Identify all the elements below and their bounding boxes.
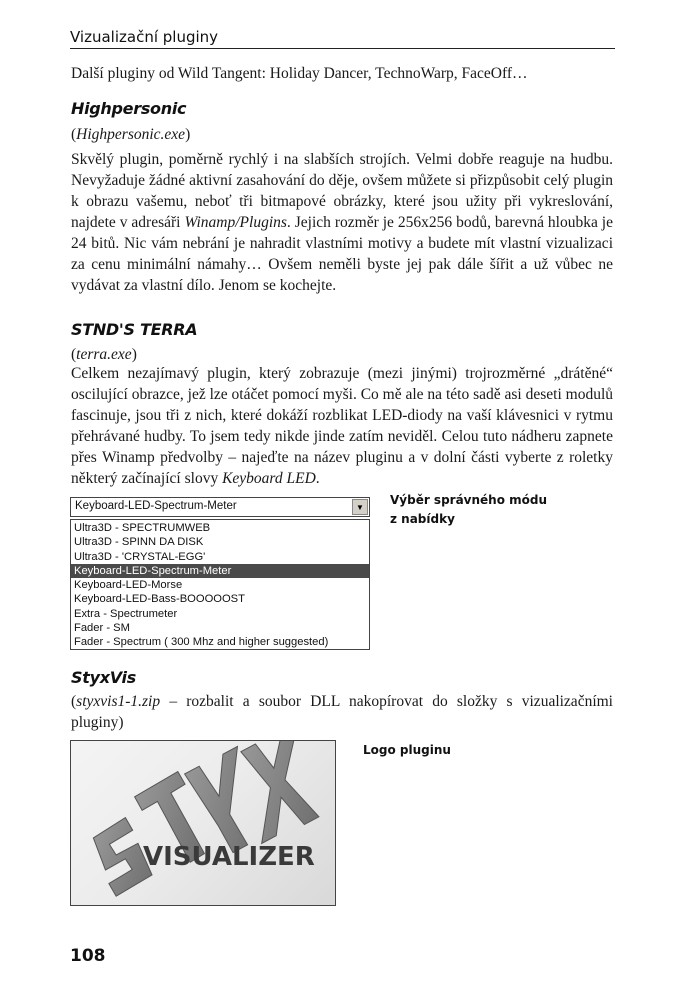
paragraph-highpersonic: Skvělý plugin, poměrně rychlý i na slabších strojích. Velmi dobře reaguje na hudbu. Nevyžaduje žádné aktivní zasahování do děje, ovšem můžete si přizpůsobit celý plugin k obrazu vašemu, neboť tři bitmapové obrázky, které jsou užity při vykreslování, najdete v adresáři Winamp/Plugins. Jejich rozměr je 256x256 bodů, barevná hloubka je 24 bitů. Nic vám nebrání je nahradit vlastními motivy a budete mít vlastní vizualizaci za cenu minimální námahy… Ovšem neměli byste jej pak dále šířit a už vůbec ne vydávat za vlastní dílo. Jenom se kochejte. — [71, 151, 613, 294]
paragraph-terra: Celkem nezajímavý plugin, který zobrazuje (mezi jinými) trojrozměrné „drátěné“ oscilující obrazce, jež lze otáčet pomocí myši. Co mě ale na této sadě asi deseti modulů fascinuje, jsou tři z nich, které dokáží rozblikat LED-diody na vaší klávesnici v rytmu přehrávané hudby. To jsem tedy nikde jinde zatím neviděl. Celou tuto nádheru zapnete přes Winamp předvolby – najeďte na název pluginu a v dolní části vyberte z roletky některý začínající slovy Keyboard LED. — [71, 365, 613, 487]
dropdown-option[interactable]: Keyboard-LED-Bass-BOOOOOST — [74, 593, 245, 606]
dropdown-option[interactable]: Fader - Spectrum ( 300 Mhz and higher suggested) — [74, 636, 329, 649]
keyboard-led-keyword: Keyboard LED — [222, 470, 316, 487]
dropdown-option[interactable]: Keyboard-LED-Spectrum-Meter — [71, 564, 369, 578]
dropdown-option[interactable]: Fader - SM — [74, 622, 130, 635]
heading-styxvis: StyxVis — [71, 668, 136, 687]
running-head: Vizualizační pluginy — [70, 28, 219, 46]
file-terra: (terra.exe) — [71, 346, 137, 363]
dropdown-select[interactable] — [70, 497, 370, 517]
styxvis-logo-image — [70, 740, 336, 906]
dropdown-option[interactable]: Keyboard-LED-Morse — [74, 579, 183, 592]
dropdown-options-list — [70, 519, 370, 650]
styx-logo-icon — [71, 741, 335, 905]
dropdown-option[interactable]: Ultra3D - 'CRYSTAL-EGG' — [74, 550, 206, 563]
file-highpersonic: (Highpersonic.exe) — [71, 126, 191, 143]
dropdown-option[interactable]: Ultra3D - SPINN DA DISK — [74, 536, 204, 549]
chevron-down-icon[interactable]: ▼ — [352, 499, 368, 515]
page-number: 108 — [70, 946, 106, 966]
logo-caption: Logo pluginu — [363, 743, 451, 757]
dropdown-option[interactable]: Ultra3D - SPECTRUMWEB — [74, 522, 211, 534]
filename-terra: terra.exe — [76, 346, 132, 363]
plugins-path: Winamp/Plugins — [184, 214, 287, 231]
heading-highpersonic: Highpersonic — [71, 99, 187, 118]
header-rule — [70, 48, 615, 49]
heading-terra: STND'S TERRA — [71, 320, 198, 339]
filename-highpersonic: Highpersonic.exe — [76, 126, 186, 143]
dropdown-option[interactable]: Extra - Spectrumeter — [74, 607, 178, 620]
dropdown-selected-value: Keyboard-LED-Spectrum-Meter — [75, 500, 237, 512]
intro-paragraph: Další pluginy od Wild Tangent: Holiday Dancer, TechnoWarp, FaceOff… — [71, 65, 528, 82]
logo-text-visualizer: VISUALIZER — [143, 842, 315, 872]
plugin-mode-dropdown — [70, 497, 370, 650]
filename-styxvis: styxvis1-1.zip — [76, 693, 161, 710]
dropdown-caption: Výběr správného módu z nabídky — [390, 493, 548, 526]
paragraph-styxvis: (styxvis1-1.zip – rozbalit a soubor DLL nakopírovat do složky s vizualizačními pluginy) — [71, 693, 613, 731]
